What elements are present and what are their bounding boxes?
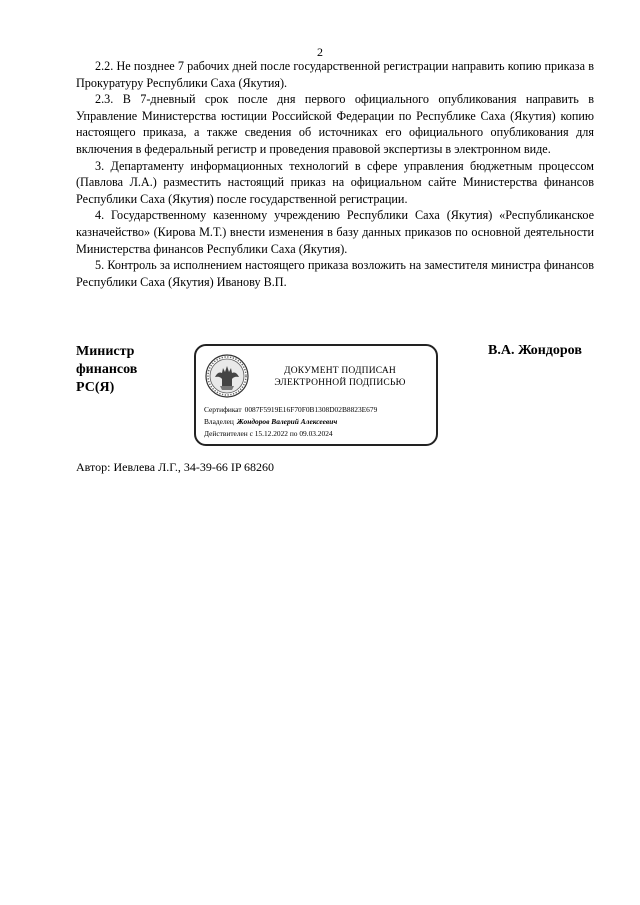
owner-row	[204, 416, 436, 428]
paragraph-4: 4. Государственному казенному учреждению Республики Саха (Якутия) «Республиканское казначейство» (Кирова М.Т.) внести изменения в базу данных приказов по основной деятельности Министерства финансов Республики Саха (Якутия).	[76, 208, 594, 256]
signer-name: В.А. Жондоров	[488, 343, 582, 358]
electronic-signature-stamp	[194, 344, 438, 446]
document-body	[76, 58, 594, 290]
validity-row: Действителен с 15.12.2022 по 09.03.2024	[204, 429, 333, 438]
coat-of-arms-emblem-icon	[204, 353, 250, 399]
signer-title-line: Министр	[76, 344, 135, 359]
owner-label: Владелец	[204, 417, 234, 426]
certificate-label: Сертификат	[204, 405, 242, 414]
paragraph-5: 5. Контроль за исполнением настоящего приказа возложить на заместителя министра финансов Республики Саха (Якутия) Иванову В.П.	[76, 258, 594, 289]
stamp-details	[204, 404, 436, 440]
stamp-heading-line: ДОКУМЕНТ ПОДПИСАН	[284, 366, 396, 376]
stamp-heading	[250, 365, 430, 389]
owner-value: Жондоров Валерий Алексеевич	[236, 417, 338, 426]
paragraph-3: 3. Департаменту информационных технологий в сфере управления бюджетным процессом (Павлова Л.А.) разместить настоящий приказ на официальном сайте Министерства финансов Республики Саха (Якутия) после государственной регистрации.	[76, 158, 594, 206]
certificate-value: 0087F5919E16F70F0B1308D02B8823E679	[244, 405, 378, 414]
paragraph-2-2: 2.2. Не позднее 7 рабочих дней после государственной регистрации направить копию приказа в Прокуратуру Республики Саха (Якутия).	[76, 59, 594, 90]
page-number: 2	[317, 45, 323, 59]
paragraph-2-3: 2.3. В 7-дневный срок после дня первого официального опубликования направить в Управление Министерства юстиции Российской Федерации по Республике Саха (Якутия) копию настоящего приказа, а также сведения об источниках его официального опубликования для включения в федеральный регистр и проведения правовой экспертизы в электронном виде.	[76, 92, 594, 156]
signer-title-line: финансов	[76, 362, 138, 377]
signer-title	[76, 343, 186, 397]
signer-title-line: РС(Я)	[76, 380, 115, 395]
stamp-heading-line: ЭЛЕКТРОННОЙ ПОДПИСЬЮ	[274, 378, 406, 388]
author-line: Автор: Иевлева Л.Г., 34-39-66 IP 68260	[76, 460, 275, 474]
certificate-row	[204, 404, 436, 416]
